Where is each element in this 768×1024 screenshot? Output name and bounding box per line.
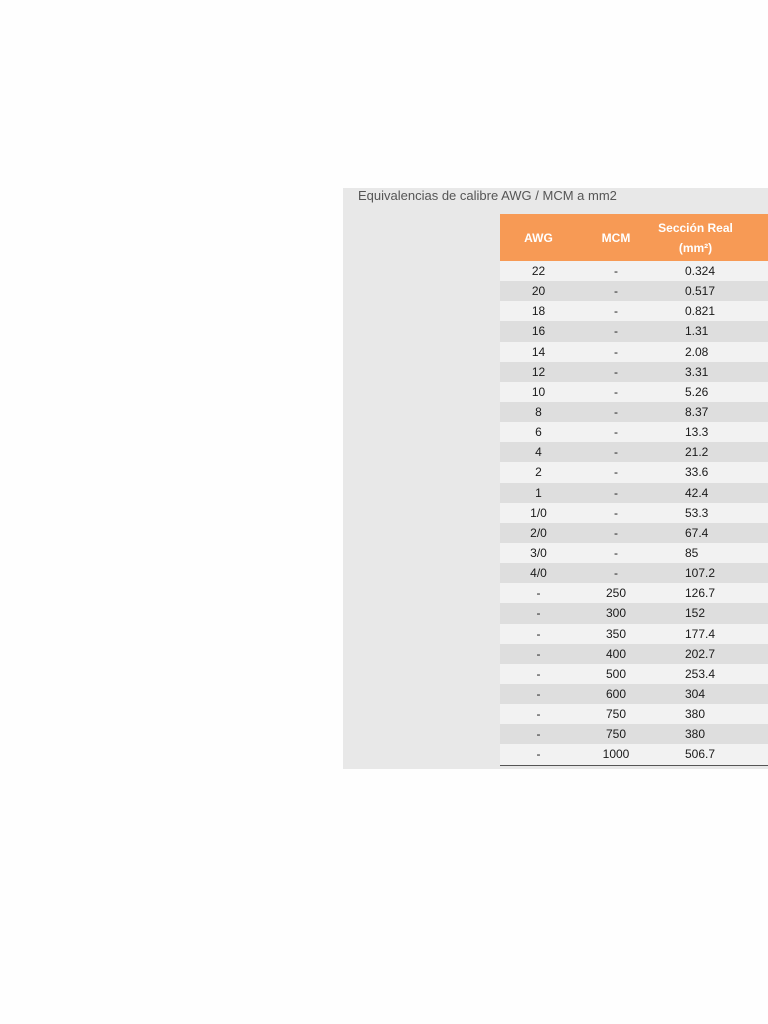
cell-section: 0.517 xyxy=(655,281,768,301)
table-row xyxy=(500,321,768,341)
cell-mcm: - xyxy=(577,261,655,281)
cell-awg: - xyxy=(500,684,577,704)
cell-section: 0.821 xyxy=(655,301,768,321)
table-row xyxy=(500,724,768,744)
cell-section: 380 xyxy=(655,704,768,724)
table-row xyxy=(500,462,768,482)
cell-mcm: 750 xyxy=(577,704,655,724)
cell-section: 253.4 xyxy=(655,664,768,684)
cell-section: 21.2 xyxy=(655,442,768,462)
cell-awg: 10 xyxy=(500,382,577,402)
cell-section: 5.26 xyxy=(655,382,768,402)
header-mcm: MCM xyxy=(577,214,655,261)
header-awg: AWG xyxy=(500,214,577,261)
cell-awg: 1 xyxy=(500,483,577,503)
cell-awg: - xyxy=(500,724,577,744)
table-row xyxy=(500,583,768,603)
header-section xyxy=(655,214,768,261)
table-row xyxy=(500,483,768,503)
table-row xyxy=(500,422,768,442)
table-row xyxy=(500,362,768,382)
cell-mcm: - xyxy=(577,563,655,583)
cell-mcm: - xyxy=(577,503,655,523)
cell-section: 2.08 xyxy=(655,342,768,362)
cell-awg: 2/0 xyxy=(500,523,577,543)
table-body xyxy=(500,261,768,765)
cell-mcm: 250 xyxy=(577,583,655,603)
cell-mcm: - xyxy=(577,523,655,543)
cell-mcm: - xyxy=(577,342,655,362)
cell-awg: 8 xyxy=(500,402,577,422)
table-row xyxy=(500,744,768,765)
cell-section: 67.4 xyxy=(655,523,768,543)
cell-mcm: - xyxy=(577,281,655,301)
cell-section: 304 xyxy=(655,684,768,704)
cell-mcm: - xyxy=(577,362,655,382)
cell-section: 107.2 xyxy=(655,563,768,583)
header-section-label: Sección Real xyxy=(658,220,733,235)
table-container xyxy=(500,214,768,766)
cell-section: 13.3 xyxy=(655,422,768,442)
cell-mcm: - xyxy=(577,543,655,563)
cell-mcm: - xyxy=(577,422,655,442)
table-row xyxy=(500,281,768,301)
cell-section: 53.3 xyxy=(655,503,768,523)
cell-awg: 4 xyxy=(500,442,577,462)
cell-awg: - xyxy=(500,583,577,603)
cell-mcm: 400 xyxy=(577,644,655,664)
cell-mcm: 1000 xyxy=(577,744,655,765)
table-row xyxy=(500,603,768,623)
table-row xyxy=(500,301,768,321)
cell-section: 506.7 xyxy=(655,744,768,765)
table-row xyxy=(500,382,768,402)
cell-section: 1.31 xyxy=(655,321,768,341)
table-row xyxy=(500,261,768,281)
cell-awg: - xyxy=(500,603,577,623)
cell-awg: 16 xyxy=(500,321,577,341)
cell-mcm: 600 xyxy=(577,684,655,704)
cell-mcm: - xyxy=(577,301,655,321)
cell-section: 42.4 xyxy=(655,483,768,503)
cell-section: 8.37 xyxy=(655,402,768,422)
cell-mcm: - xyxy=(577,382,655,402)
cell-mcm: - xyxy=(577,462,655,482)
page-title: Equivalencias de calibre AWG / MCM a mm2 xyxy=(358,188,617,203)
table-row xyxy=(500,563,768,583)
cell-awg: - xyxy=(500,644,577,664)
cell-mcm: 500 xyxy=(577,664,655,684)
cell-section: 0.324 xyxy=(655,261,768,281)
cell-mcm: 350 xyxy=(577,624,655,644)
cell-awg: 12 xyxy=(500,362,577,382)
cell-section: 3.31 xyxy=(655,362,768,382)
cell-awg: 20 xyxy=(500,281,577,301)
table-row xyxy=(500,442,768,462)
cell-awg: - xyxy=(500,704,577,724)
table-row xyxy=(500,704,768,724)
cell-section: 380 xyxy=(655,724,768,744)
cell-awg: 14 xyxy=(500,342,577,362)
cell-section: 202.7 xyxy=(655,644,768,664)
cell-mcm: - xyxy=(577,442,655,462)
cell-awg: - xyxy=(500,744,577,765)
cell-section: 85 xyxy=(655,543,768,563)
cell-awg: - xyxy=(500,624,577,644)
table-row xyxy=(500,684,768,704)
table-row xyxy=(500,503,768,523)
cell-mcm: - xyxy=(577,321,655,341)
cell-awg: 22 xyxy=(500,261,577,281)
table-row xyxy=(500,543,768,563)
equivalence-table xyxy=(500,214,768,766)
cell-section: 33.6 xyxy=(655,462,768,482)
cell-mcm: 300 xyxy=(577,603,655,623)
cell-awg: 2 xyxy=(500,462,577,482)
cell-awg: 3/0 xyxy=(500,543,577,563)
table-row xyxy=(500,402,768,422)
cell-awg: 1/0 xyxy=(500,503,577,523)
cell-section: 152 xyxy=(655,603,768,623)
content-panel xyxy=(343,188,768,769)
cell-section: 126.7 xyxy=(655,583,768,603)
cell-mcm: - xyxy=(577,402,655,422)
table-row xyxy=(500,523,768,543)
cell-section: 177.4 xyxy=(655,624,768,644)
header-section-unit: (mm²) xyxy=(678,240,713,255)
cell-mcm: 750 xyxy=(577,724,655,744)
cell-awg: 4/0 xyxy=(500,563,577,583)
table-row xyxy=(500,342,768,362)
table-row xyxy=(500,624,768,644)
cell-awg: 18 xyxy=(500,301,577,321)
cell-awg: - xyxy=(500,664,577,684)
table-row xyxy=(500,664,768,684)
cell-mcm: - xyxy=(577,483,655,503)
cell-awg: 6 xyxy=(500,422,577,442)
table-header-row xyxy=(500,214,768,261)
table-row xyxy=(500,644,768,664)
